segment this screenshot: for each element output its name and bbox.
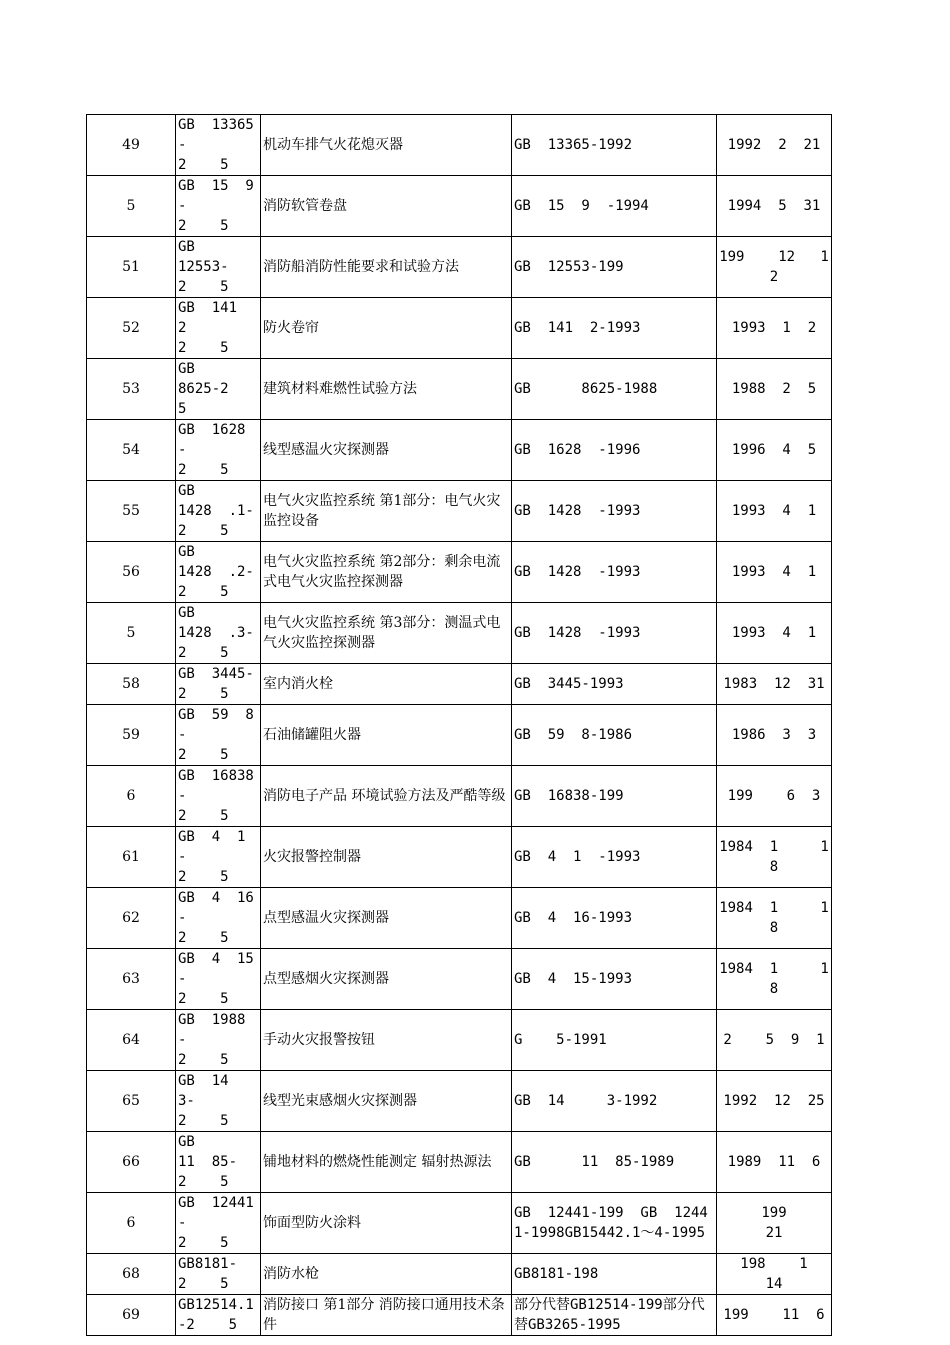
table-row — [87, 176, 832, 237]
standard-name-cell: 机动车排气火花熄灭器 — [261, 115, 512, 176]
standard-code-cell: GB 1988 - 2 5 — [176, 1010, 261, 1071]
standard-code-cell: GB 15 9 - 2 5 — [176, 176, 261, 237]
row-number-cell: 53 — [87, 359, 176, 420]
date-cell: 1984 1 18 — [717, 827, 832, 888]
replaced-standard-cell: GB 4 1 -1993 — [512, 827, 717, 888]
replaced-standard-cell: GB 12441-199 GB 12441-1998GB15442.1～4-1995 — [512, 1193, 717, 1254]
standard-name-cell: 消防水枪 — [261, 1254, 512, 1295]
replaced-standard-cell: GB 141 2-1993 — [512, 298, 717, 359]
date-cell: 1984 1 18 — [717, 949, 832, 1010]
table-row — [87, 1010, 832, 1071]
table-row — [87, 359, 832, 420]
standard-name-cell: 建筑材料难燃性试验方法 — [261, 359, 512, 420]
standard-name-cell: 铺地材料的燃烧性能测定 辐射热源法 — [261, 1132, 512, 1193]
replaced-standard-cell: GB 13365-1992 — [512, 115, 717, 176]
date-cell: 199 12 12 — [717, 237, 832, 298]
replaced-standard-cell: GB 1628 -1996 — [512, 420, 717, 481]
date-cell: 1983 12 31 — [717, 664, 832, 705]
standard-name-cell: 消防软管卷盘 — [261, 176, 512, 237]
replaced-standard-cell: GB 12553-199 — [512, 237, 717, 298]
standard-name-cell: 火灾报警控制器 — [261, 827, 512, 888]
row-number-cell: 66 — [87, 1132, 176, 1193]
row-number-cell: 6 — [87, 1193, 176, 1254]
date-cell: 1992 2 21 — [717, 115, 832, 176]
standard-code-cell: GB 11 85- 2 5 — [176, 1132, 261, 1193]
date-cell: 198 1 14 — [717, 1254, 832, 1295]
standard-code-cell: GB 13365- 2 5 — [176, 115, 261, 176]
replaced-standard-cell: GB 1428 -1993 — [512, 481, 717, 542]
replaced-standard-cell: GB 8625-1988 — [512, 359, 717, 420]
standard-code-cell: GB 4 1 - 2 5 — [176, 827, 261, 888]
date-cell: 1993 1 2 — [717, 298, 832, 359]
standard-code-cell: GB 59 8- 2 5 — [176, 705, 261, 766]
standard-name-cell: 饰面型防火涂料 — [261, 1193, 512, 1254]
row-number-cell: 56 — [87, 542, 176, 603]
date-cell: 199 21 — [717, 1193, 832, 1254]
table-row — [87, 705, 832, 766]
standard-code-cell: GB 3445- 2 5 — [176, 664, 261, 705]
standard-code-cell: GB 12553- 2 5 — [176, 237, 261, 298]
date-cell: 199 11 6 — [717, 1295, 832, 1336]
standard-name-cell: 消防接口 第1部分 消防接口通用技术条件 — [261, 1295, 512, 1336]
date-cell: 199 6 3 — [717, 766, 832, 827]
row-number-cell: 5 — [87, 176, 176, 237]
table-row — [87, 827, 832, 888]
standard-name-cell: 防火卷帘 — [261, 298, 512, 359]
replaced-standard-cell: GB 1428 -1993 — [512, 603, 717, 664]
standard-name-cell: 消防船消防性能要求和试验方法 — [261, 237, 512, 298]
row-number-cell: 65 — [87, 1071, 176, 1132]
table-row — [87, 1132, 832, 1193]
table-row — [87, 115, 832, 176]
date-cell: 2 5 9 1 — [717, 1010, 832, 1071]
standard-name-cell: 消防电子产品 环境试验方法及严酷等级 — [261, 766, 512, 827]
date-cell: 1993 4 1 — [717, 603, 832, 664]
standard-name-cell: 线型光束感烟火灾探测器 — [261, 1071, 512, 1132]
table-row — [87, 1071, 832, 1132]
table-row — [87, 1193, 832, 1254]
row-number-cell: 6 — [87, 766, 176, 827]
replaced-standard-cell: G 5-1991 — [512, 1010, 717, 1071]
row-number-cell: 52 — [87, 298, 176, 359]
replaced-standard-cell: GB 11 85-1989 — [512, 1132, 717, 1193]
standard-name-cell: 电气火灾监控系统 第2部分：剩余电流式电气火灾监控探测器 — [261, 542, 512, 603]
replaced-standard-cell: GB 4 15-1993 — [512, 949, 717, 1010]
standard-name-cell: 电气火灾监控系统 第3部分：测温式电气火灾监控探测器 — [261, 603, 512, 664]
standard-code-cell: GB 4 16- 2 5 — [176, 888, 261, 949]
replaced-standard-cell: GB 14 3-1992 — [512, 1071, 717, 1132]
standard-name-cell: 手动火灾报警按钮 — [261, 1010, 512, 1071]
replaced-standard-cell: GB 4 16-1993 — [512, 888, 717, 949]
standards-table — [86, 114, 871, 1336]
replaced-standard-cell: 部分代替GB12514-199部分代替GB3265-1995 — [512, 1295, 717, 1336]
row-number-cell: 63 — [87, 949, 176, 1010]
row-number-cell: 64 — [87, 1010, 176, 1071]
table-row — [87, 888, 832, 949]
table-row — [87, 481, 832, 542]
table-row — [87, 298, 832, 359]
table-row — [87, 1254, 832, 1295]
standard-code-cell: GB 141 2 2 5 — [176, 298, 261, 359]
replaced-standard-cell: GB 16838-199 — [512, 766, 717, 827]
date-cell: 1988 2 5 — [717, 359, 832, 420]
standards-table-body — [87, 115, 871, 1336]
replaced-standard-cell: GB 3445-1993 — [512, 664, 717, 705]
standard-name-cell: 点型感温火灾探测器 — [261, 888, 512, 949]
row-number-cell: 61 — [87, 827, 176, 888]
table-row — [87, 949, 832, 1010]
replaced-standard-cell: GB8181-198 — [512, 1254, 717, 1295]
table-row — [87, 420, 832, 481]
row-number-cell: 51 — [87, 237, 176, 298]
row-number-cell: 54 — [87, 420, 176, 481]
date-cell: 1993 4 1 — [717, 481, 832, 542]
standard-code-cell: GB 1428 .3- 2 5 — [176, 603, 261, 664]
standard-code-cell: GB 1628 - 2 5 — [176, 420, 261, 481]
standard-name-cell: 电气火灾监控系统 第1部分：电气火灾监控设备 — [261, 481, 512, 542]
table-row — [87, 542, 832, 603]
table-row — [87, 237, 832, 298]
row-number-cell: 5 — [87, 603, 176, 664]
standard-name-cell: 线型感温火灾探测器 — [261, 420, 512, 481]
row-number-cell: 62 — [87, 888, 176, 949]
standard-code-cell: GB 4 15- 2 5 — [176, 949, 261, 1010]
replaced-standard-cell: GB 15 9 -1994 — [512, 176, 717, 237]
standard-code-cell: GB 8625-2 5 — [176, 359, 261, 420]
table-row — [87, 1295, 832, 1336]
standard-code-cell: GB 14 3- 2 5 — [176, 1071, 261, 1132]
row-number-cell: 55 — [87, 481, 176, 542]
row-number-cell: 68 — [87, 1254, 176, 1295]
table-row — [87, 766, 832, 827]
standard-code-cell: GB12514.1 -2 5 — [176, 1295, 261, 1336]
standard-name-cell: 石油储罐阻火器 — [261, 705, 512, 766]
standards-table-container — [86, 114, 871, 1336]
table-row — [87, 603, 832, 664]
date-cell: 1986 3 3 — [717, 705, 832, 766]
date-cell: 1992 12 25 — [717, 1071, 832, 1132]
standard-name-cell: 室内消火栓 — [261, 664, 512, 705]
standard-code-cell: GB 16838- 2 5 — [176, 766, 261, 827]
standard-code-cell: GB 1428 .1- 2 5 — [176, 481, 261, 542]
standard-code-cell: GB 1428 .2- 2 5 — [176, 542, 261, 603]
table-row — [87, 664, 832, 705]
date-cell: 1994 5 31 — [717, 176, 832, 237]
replaced-standard-cell: GB 1428 -1993 — [512, 542, 717, 603]
date-cell: 1996 4 5 — [717, 420, 832, 481]
row-number-cell: 69 — [87, 1295, 176, 1336]
date-cell: 1989 11 6 — [717, 1132, 832, 1193]
row-number-cell: 49 — [87, 115, 176, 176]
replaced-standard-cell: GB 59 8-1986 — [512, 705, 717, 766]
date-cell: 1984 1 18 — [717, 888, 832, 949]
row-number-cell: 59 — [87, 705, 176, 766]
row-number-cell: 58 — [87, 664, 176, 705]
standard-code-cell: GB 12441- 2 5 — [176, 1193, 261, 1254]
standard-name-cell: 点型感烟火灾探测器 — [261, 949, 512, 1010]
date-cell: 1993 4 1 — [717, 542, 832, 603]
standard-code-cell: GB8181- 2 5 — [176, 1254, 261, 1295]
